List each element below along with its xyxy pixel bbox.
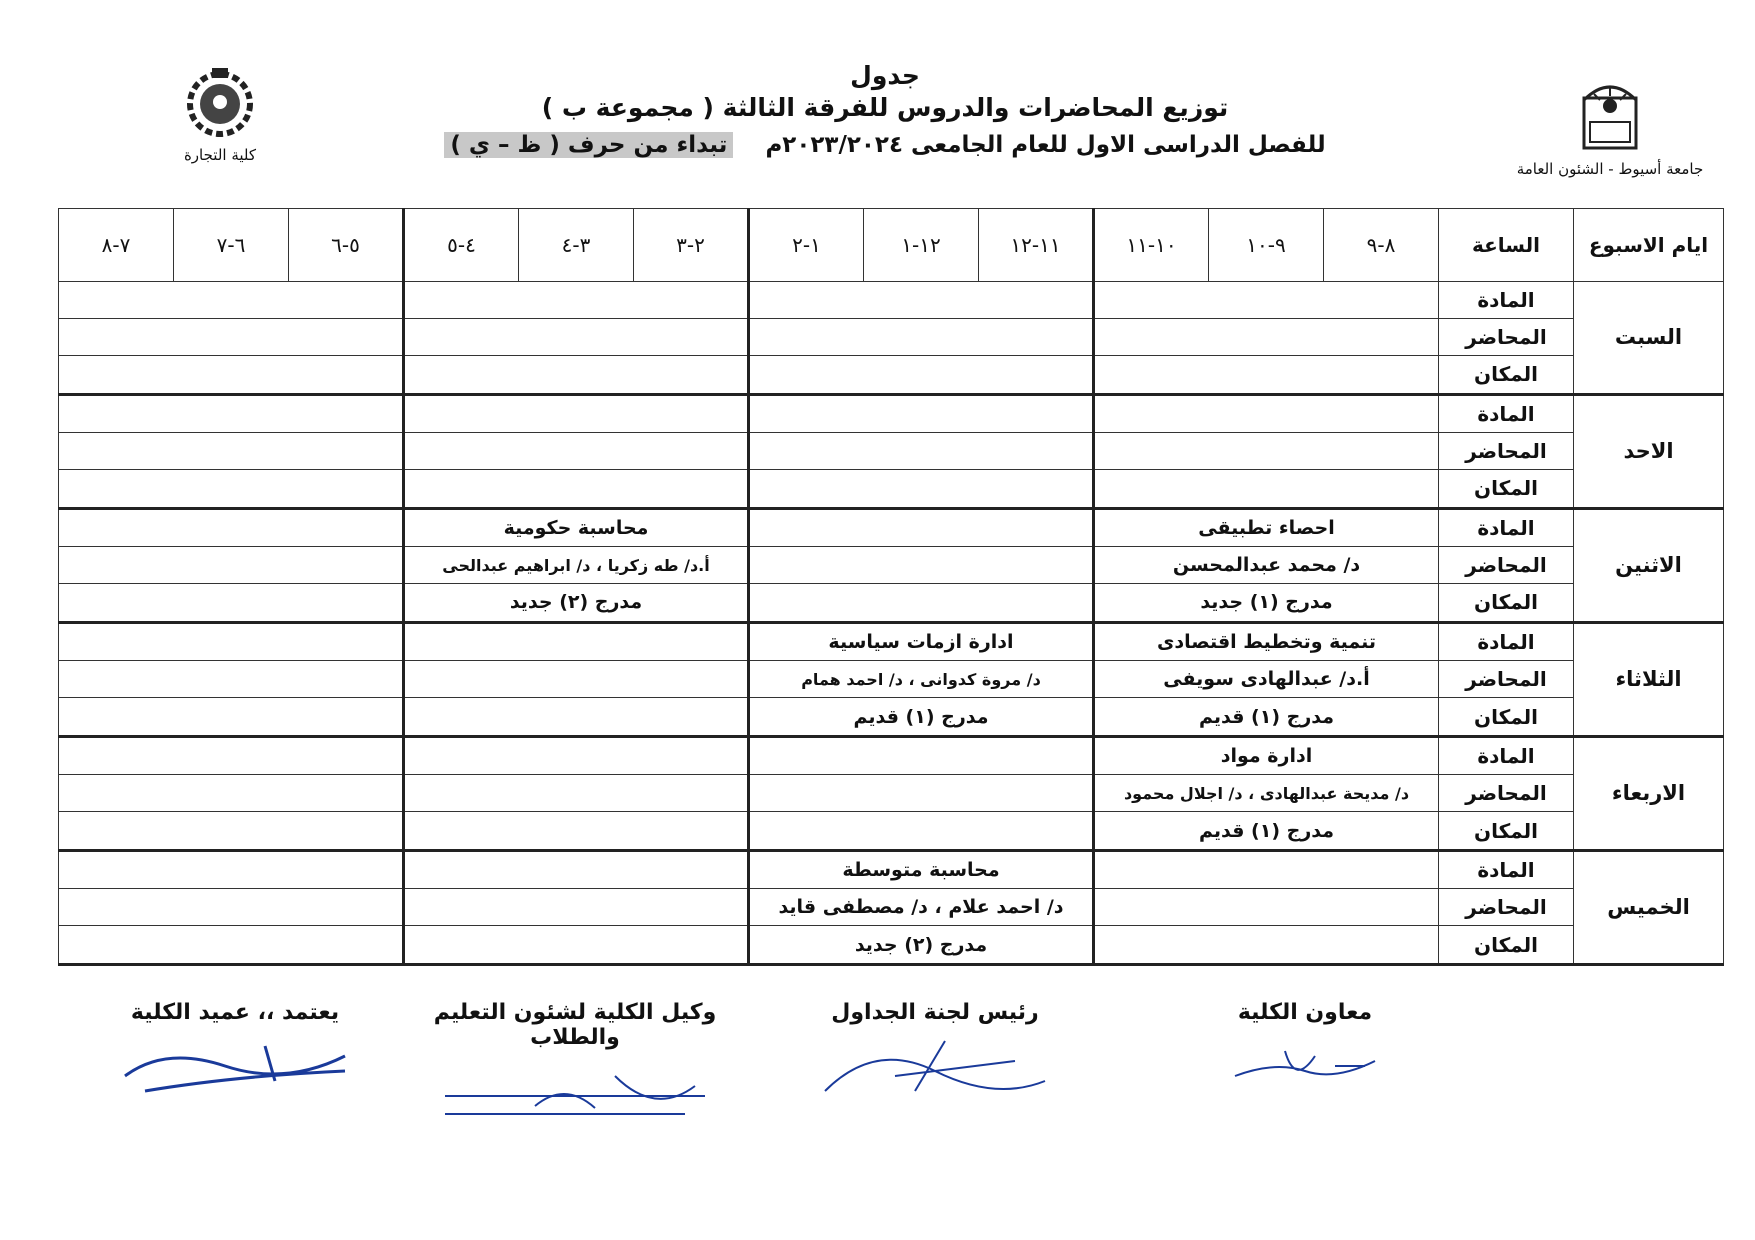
slot-cell <box>59 850 404 889</box>
signature-title: وكيل الكلية لشئون التعليم والطلاب <box>433 1000 717 1050</box>
table-row <box>59 508 1724 547</box>
slot-cell <box>59 282 404 319</box>
slot-cell: مدرج (٢) جديد <box>404 584 749 623</box>
title-block <box>430 60 1340 162</box>
table-row <box>59 433 1724 470</box>
slot-cell <box>1094 319 1439 356</box>
table-row <box>59 394 1724 433</box>
row-label: المادة <box>1439 282 1574 319</box>
slot-cell <box>59 319 404 356</box>
slot-cell: مدرج (٢) جديد <box>749 926 1094 965</box>
slot-cell <box>59 394 404 433</box>
slot-cell <box>404 812 749 851</box>
row-label: المكان <box>1439 698 1574 737</box>
slot-cell: د/ مديحة عبدالهادى ، د/ اجلال محمود <box>1094 775 1439 812</box>
day-cell: الاثنين <box>1574 508 1724 622</box>
title-line-3 <box>430 128 1340 162</box>
slot-cell <box>59 547 404 584</box>
slot-cell <box>1094 433 1439 470</box>
slot-cell <box>749 282 1094 319</box>
table-row <box>59 282 1724 319</box>
slot-cell <box>59 470 404 509</box>
slot-cell <box>59 812 404 851</box>
slot-cell <box>59 508 404 547</box>
faculty-gear-emblem-icon <box>178 64 262 138</box>
table-row <box>59 319 1724 356</box>
schedule-table <box>58 208 1724 966</box>
slot-cell <box>404 698 749 737</box>
slot-cell: مدرج (١) قديم <box>1094 812 1439 851</box>
slot-cell <box>59 661 404 698</box>
signature-title: رئيس لجنة الجداول <box>831 1000 1039 1025</box>
slot-cell <box>59 356 404 395</box>
slot-header: ٣-٤ <box>519 209 634 282</box>
row-label: المكان <box>1439 470 1574 509</box>
title-line-2: توزيع المحاضرات والدروس للفرقة الثالثة ( مجموعة ب ) <box>541 93 1229 122</box>
slot-header: ٧-٨ <box>59 209 174 282</box>
signature-block <box>805 1000 1065 1101</box>
slot-header: ٥-٦ <box>289 209 404 282</box>
slot-cell <box>749 433 1094 470</box>
slot-cell: د/ محمد عبدالمحسن <box>1094 547 1439 584</box>
slot-cell <box>1094 850 1439 889</box>
row-label: المادة <box>1439 736 1574 775</box>
slot-header: ١٠-١١ <box>1094 209 1209 282</box>
table-row <box>59 698 1724 737</box>
semester-text: للفصل الدراسى الاول للعام الجامعى ٢٠٢٣/٢٠٢٤م <box>765 132 1326 158</box>
slot-cell <box>404 889 749 926</box>
slot-cell: تنمية وتخطيط اقتصادى <box>1094 622 1439 661</box>
slot-cell <box>404 926 749 965</box>
signature-block <box>105 1000 365 1101</box>
row-label: المادة <box>1439 508 1574 547</box>
handwritten-signature-icon <box>1215 1031 1395 1091</box>
slot-cell <box>404 622 749 661</box>
row-label: المادة <box>1439 394 1574 433</box>
row-label: المحاضر <box>1439 547 1574 584</box>
slot-cell <box>749 775 1094 812</box>
handwritten-signature-icon <box>435 1056 715 1126</box>
hour-column-header: الساعة <box>1439 209 1574 282</box>
title-line-1: جدول <box>850 61 920 90</box>
row-label: المكان <box>1439 926 1574 965</box>
slot-cell <box>404 394 749 433</box>
slot-cell: محاسبة حكومية <box>404 508 749 547</box>
slot-cell <box>404 433 749 470</box>
row-label: المحاضر <box>1439 661 1574 698</box>
slot-cell <box>1094 356 1439 395</box>
slot-cell <box>749 547 1094 584</box>
table-row <box>59 850 1724 889</box>
slot-cell <box>404 736 749 775</box>
slot-cell: أ.د/ عبدالهادى سويفى <box>1094 661 1439 698</box>
slot-cell <box>404 319 749 356</box>
row-label: المحاضر <box>1439 319 1574 356</box>
table-row <box>59 584 1724 623</box>
table-row <box>59 926 1724 965</box>
slot-cell <box>404 356 749 395</box>
slot-header: ٢-٣ <box>634 209 749 282</box>
row-label: المكان <box>1439 812 1574 851</box>
table-row <box>59 661 1724 698</box>
signatures <box>0 1000 1755 1140</box>
slot-cell <box>749 394 1094 433</box>
slot-cell <box>404 661 749 698</box>
table-row <box>59 889 1724 926</box>
row-label: المحاضر <box>1439 889 1574 926</box>
slot-cell: احصاء تطبيقى <box>1094 508 1439 547</box>
slot-cell <box>404 775 749 812</box>
slot-header: ٩-١٠ <box>1209 209 1324 282</box>
university-logo <box>1515 78 1705 178</box>
signature-title: يعتمد ،، عميد الكلية <box>130 1000 340 1025</box>
slot-cell: مدرج (١) قديم <box>1094 698 1439 737</box>
day-cell: الخميس <box>1574 850 1724 964</box>
slot-cell <box>59 584 404 623</box>
slot-header: ٦-٧ <box>174 209 289 282</box>
table-row <box>59 812 1724 851</box>
header-row <box>59 209 1724 282</box>
handwritten-signature-icon <box>115 1031 355 1101</box>
slot-cell: محاسبة متوسطة <box>749 850 1094 889</box>
day-cell: الاحد <box>1574 394 1724 508</box>
slot-cell <box>59 775 404 812</box>
row-label: المادة <box>1439 850 1574 889</box>
day-cell: الثلاثاء <box>1574 622 1724 736</box>
row-label: المكان <box>1439 356 1574 395</box>
slot-cell <box>1094 470 1439 509</box>
slot-cell <box>749 356 1094 395</box>
slot-cell: ادارة ازمات سياسية <box>749 622 1094 661</box>
slot-cell <box>1094 282 1439 319</box>
slot-cell <box>404 470 749 509</box>
handwritten-signature-icon <box>815 1031 1055 1101</box>
slot-cell <box>1094 889 1439 926</box>
signature-block <box>1195 1000 1415 1091</box>
slot-cell <box>749 812 1094 851</box>
day-cell: الاربعاء <box>1574 736 1724 850</box>
slot-header: ٨-٩ <box>1324 209 1439 282</box>
slot-header: ١-٢ <box>749 209 864 282</box>
slot-cell <box>59 622 404 661</box>
slot-cell: أ.د/ طه زكريا ، د/ ابراهيم عبدالحى <box>404 547 749 584</box>
signature-block <box>395 1000 755 1126</box>
table-row <box>59 736 1724 775</box>
slot-cell <box>404 850 749 889</box>
slot-cell <box>749 470 1094 509</box>
slot-cell: مدرج (١) قديم <box>749 698 1094 737</box>
faculty-caption: كلية التجارة <box>183 146 257 164</box>
slot-cell: د/ مروة كدوانى ، د/ احمد همام <box>749 661 1094 698</box>
table-row <box>59 775 1724 812</box>
slot-cell <box>749 736 1094 775</box>
signature-title: معاون الكلية <box>1237 1000 1373 1025</box>
slot-cell <box>1094 926 1439 965</box>
letter-range-highlight: تبداء من حرف ( ظ – ي ) <box>444 132 733 158</box>
slot-cell <box>59 433 404 470</box>
slot-header: ٤-٥ <box>404 209 519 282</box>
faculty-logo <box>150 64 290 164</box>
slot-cell <box>59 736 404 775</box>
university-emblem-icon <box>1578 78 1642 152</box>
table-row <box>59 470 1724 509</box>
row-label: المادة <box>1439 622 1574 661</box>
table-row <box>59 622 1724 661</box>
university-caption: جامعة أسيوط - الشئون العامة <box>1516 160 1704 178</box>
slot-cell <box>59 889 404 926</box>
slot-cell <box>749 584 1094 623</box>
slot-cell <box>59 926 404 965</box>
header <box>0 60 1755 190</box>
row-label: المحاضر <box>1439 433 1574 470</box>
table-row <box>59 547 1724 584</box>
slot-cell: مدرج (١) جديد <box>1094 584 1439 623</box>
slot-cell <box>404 282 749 319</box>
day-cell: السبت <box>1574 282 1724 395</box>
slot-header: ١١-١٢ <box>979 209 1094 282</box>
row-label: المكان <box>1439 584 1574 623</box>
slot-cell: د/ احمد علام ، د/ مصطفى قايد <box>749 889 1094 926</box>
slot-cell <box>1094 394 1439 433</box>
slot-cell <box>749 508 1094 547</box>
slot-cell: ادارة مواد <box>1094 736 1439 775</box>
slot-cell <box>59 698 404 737</box>
slot-cell <box>749 319 1094 356</box>
row-label: المحاضر <box>1439 775 1574 812</box>
table-row <box>59 356 1724 395</box>
days-column-header: ايام الاسبوع <box>1574 209 1724 282</box>
slot-header: ١٢-١ <box>864 209 979 282</box>
